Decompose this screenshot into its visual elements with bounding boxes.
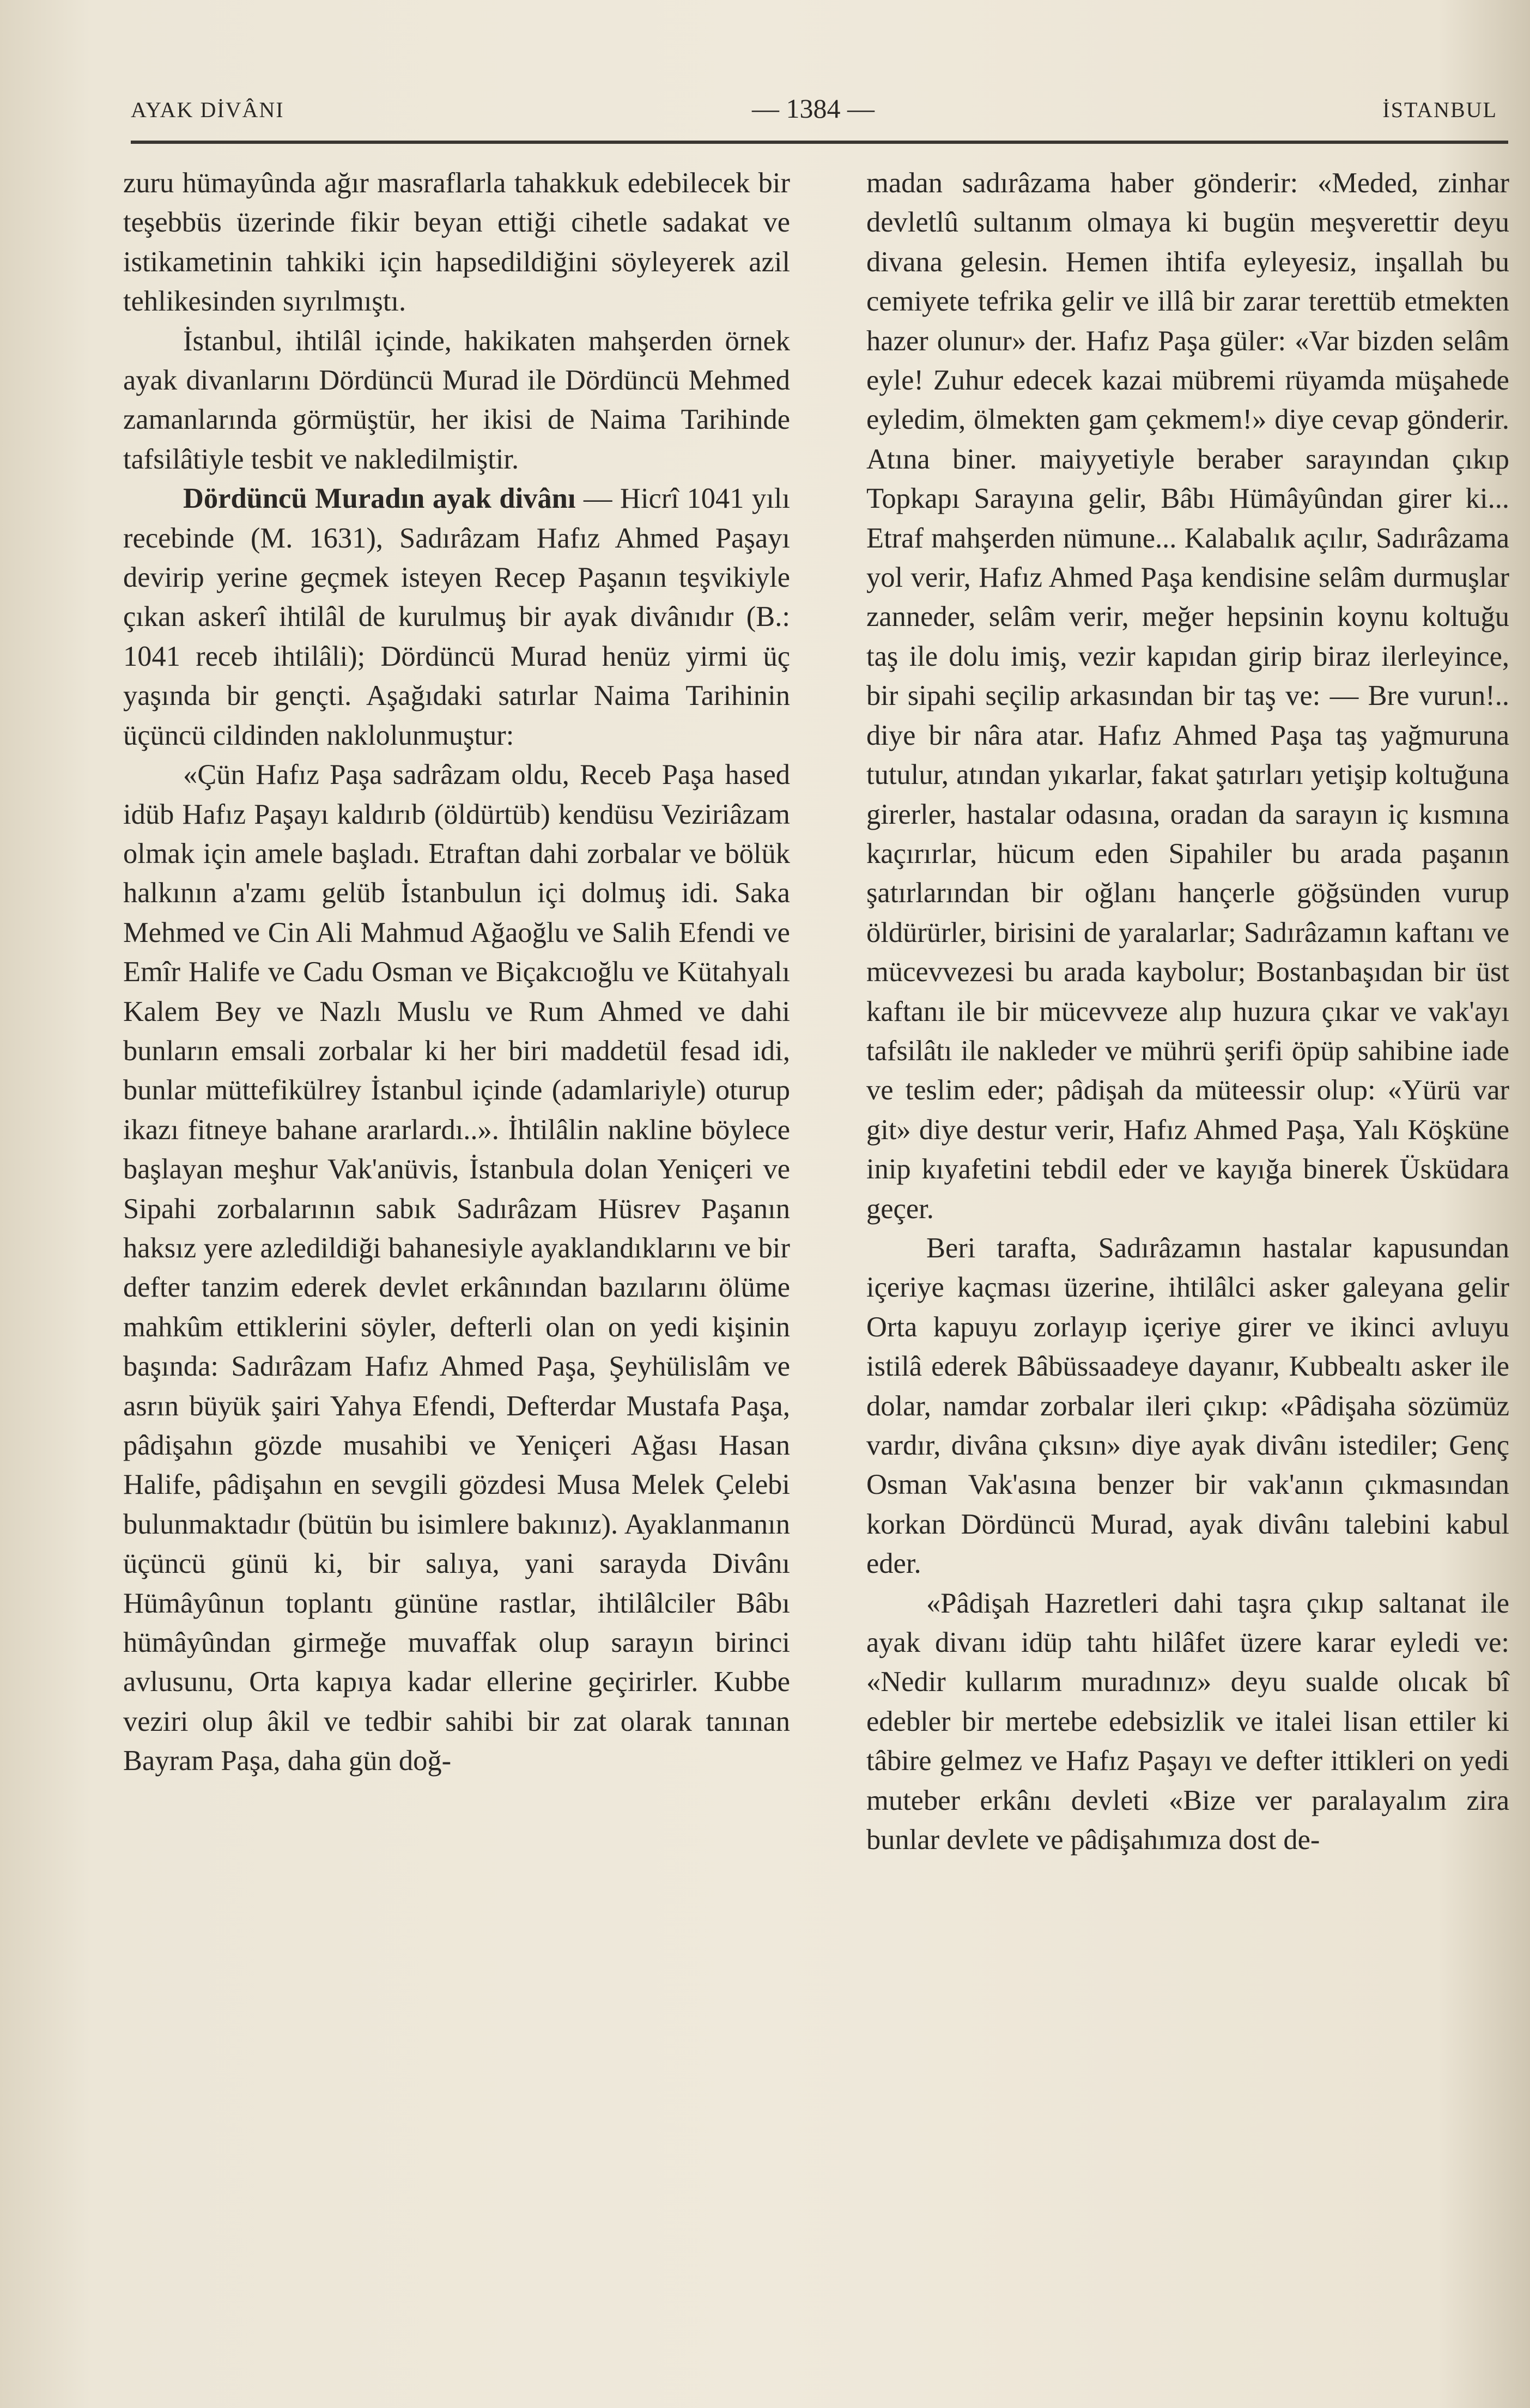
section-heading: Dördüncü Muradın ayak divânı xyxy=(183,483,576,515)
paragraph-1: zuru hümayûnda ağır masraflarla tahakkuk edebilecek bir teşebbüs üzerinde fikir beyan ettiği cihetle sadakat ve istikametinin tahkiki için hapsedildiğini söyleyerek azil tehlikesinden sıyrılmıştı. xyxy=(123,167,790,318)
header-section-title: AYAK DİVÂNI xyxy=(131,98,284,122)
paragraph-3-text: — Hicrî 1041 yılı recebinde (M. 1631), Sadırâzam Hafız Ahmed Paşayı devirip yerine geçmek isteyen Recep Paşanın teşvikiyle çıkan askerî ihtilâl de kurulmuş bir ayak divânıdır (B.: 1041 receb ihtilâli); Dördüncü Murad henüz yirmi üç yaşında bir gençti. Aşağıdaki satırlar Naima Tarihinin üçüncü cildinden naklolunmuştur: xyxy=(123,483,790,751)
paragraph-5: madan sadırâzama haber gönderir: «Meded, zinhar devletlû sultanım olmaya ki bugün meşverettir deyu divana gelesin. Hemen ihtifa eyleyesiz, inşallah bu cemiyete tefrika gelir ve illâ bir zarar terettüb etmekten hazer olunur» der. Hafız Paşa güler: «Var bizden selâm eyle! Zuhur edecek kazai mübremi rüyamda müşahede eyledim, ölmekten gam çekmem!» diye cevap gönderir. Atına biner. maiyyetiyle beraber sarayından çıkıp Topkapı Sarayına gelir, Bâbı Hümâyûndan girer ki... Etraf mahşerden nümune... Kalabalık açılır, Sadırâzama yol verir, Hafız Ahmed Paşa kendisine selâm durmuşlar zanneder, selâm verir, meğer hepsinin koynu koltuğu taş ile dolu imiş, vezir kapıdan girip biraz ilerleyince, bir sipahi seçilip arkasından bir taş ve: — Bre vurun!.. diye bir nâra atar. Hafız Ahmed Paşa taş yağmuruna tutulur, atından yıkarlar, fakat şatırları yetişip koltuğuna girerler, hastalar odasına, oradan da sarayın iç kısmına kaçırırlar, hücum eden Sipahiler bu arada paşanın şatırlarından bir oğlanı hançerle göğsünden vurup öldürürler, birisini de yaralarlar; Sadırâzamın kaftanı ve mücevvezesi bu arada kaybolur; Bostanbaşıdan bir üst kaftanı ile bir mücevveze alıp huzura çıkar ve vak'ayı tafsilâtı ile nakleder ve mührü şerifi öpüp sahibine iade ve teslim eder; pâdişah da müteessir olup: «Yürü var git» diye destur verir, Hafız Ahmed Paşa, Yalı Köşküne inip kıyafetini tebdil eder ve kayığa binerek Üsküdara geçer. xyxy=(866,167,1509,1225)
paragraph-4: «Çün Hafız Paşa sadrâzam oldu, Receb Paşa hased idüb Hafız Paşayı kaldırıb (öldürtüb) kendüsu Veziriâzam olmak için amele başladı. Etraftan dahi zorbalar ve bölük halkının a'zamı gelüb İstanbulun içi dolmuş idi. Saka Mehmed ve Cin Ali Mahmud Ağaoğlu ve Salih Efendi ve Emîr Halife ve Cadu Osman ve Biçakcıoğlu ve Kütahyalı Kalem Bey ve Nazlı Muslu ve Rum Ahmed ve dahi bunların emsali zorbalar ki her biri maddetül fesad idi, bunlar müttefikülrey İstanbul içinde (adamlariyle) oturup ikazı fitneye bahane ararlardı..». İhtilâlin nakline böylece başlayan meşhur Vak'anüvis, İstanbula dolan Yeniçeri ve Sipahi zorbalarının sabık Sadırâzam Hüsrev Paşanın haksız yere azledildiği bahanesiyle ayaklandıklarını ve bir defter tanzim ederek devlet erkânından bazılarını ölüme mahkûm ettiklerini söyler, defterli olan on yedi kişinin başında: Sadırâzam Hafız Ahmed Paşa, Şeyhülislâm ve asrın büyük şairi Yahya Efendi, Defterdar Mustafa Paşa, pâdişahın gözde musahibi ve Yeniçeri Ağası Hasan Halife, pâdişahın en sevgili gözdesi Musa Melek Çelebi bulunmaktadır (bütün bu isimlere bakınız). Ayaklanmanın üçüncü günü ki, bir salıya, yani sarayda Divânı Hümâyûnun toplantı gününe rastlar, ihtilâlciler Bâbı hümâyûndan girmeğe muvaffak olup sarayın birinci avlusunu, Orta kapıya kadar ellerine geçirirler. Kubbe veziri olup âkil ve tedbir sahibi bir zat olarak tanınan Bayram Paşa, daha gün doğ- xyxy=(123,759,790,1777)
paragraph-6: Beri tarafta, Sadırâzamın hastalar kapusundan içeriye kaçması üzerine, ihtilâlci asker galeyana gelir Orta kapuyu zorlayıp içeriye girer ve ikinci avluyu istilâ ederek Bâbüssaadeye dayanır, Kubbealtı asker ile dolar, namdar zorbalar ileri çıkıp: «Pâdişaha sözümüz vardır, divâna çıksın» diye ayak divânı istediler; Genç Osman Vak'asına benzer bir vak'anın çıkmasından korkan Dördüncü Murad, ayak divânı talebini kabul eder. xyxy=(866,1232,1509,1580)
paragraph-7: «Pâdişah Hazretleri dahi taşra çıkıp saltanat ile ayak divanı idüp tahtı hilâfet üzere karar eyledi ve: «Nedir kullarım muradınız» deyu sualde olıcak bî edebler bir mertebe edebsizlik ve italei lisan ettiler ki tâbire gelmez ve Hafız Paşayı ve defter ittikleri on yedi muteber erkânı devleti «Bize ver paralayalım zira bunlar devlete ve pâdişahımıza dost de- xyxy=(866,1587,1509,1856)
right-column xyxy=(866,163,1509,1859)
page-number: — 1384 — xyxy=(752,93,875,124)
header-encyclopedia-title: İSTANBUL xyxy=(1382,98,1497,122)
left-column xyxy=(123,163,790,1781)
header-rule xyxy=(131,141,1508,144)
running-header xyxy=(131,92,1497,135)
paragraph-2: İstanbul, ihtilâl içinde, hakikaten mahşerden örnek ayak divanlarını Dördüncü Murad ile Dördüncü Mehmed zamanlarında görmüştür, her ikisi de Naima Tarihinde tafsilâtiyle tesbit ve nakledilmiştir. xyxy=(123,325,790,475)
paragraph-3 xyxy=(123,479,790,755)
